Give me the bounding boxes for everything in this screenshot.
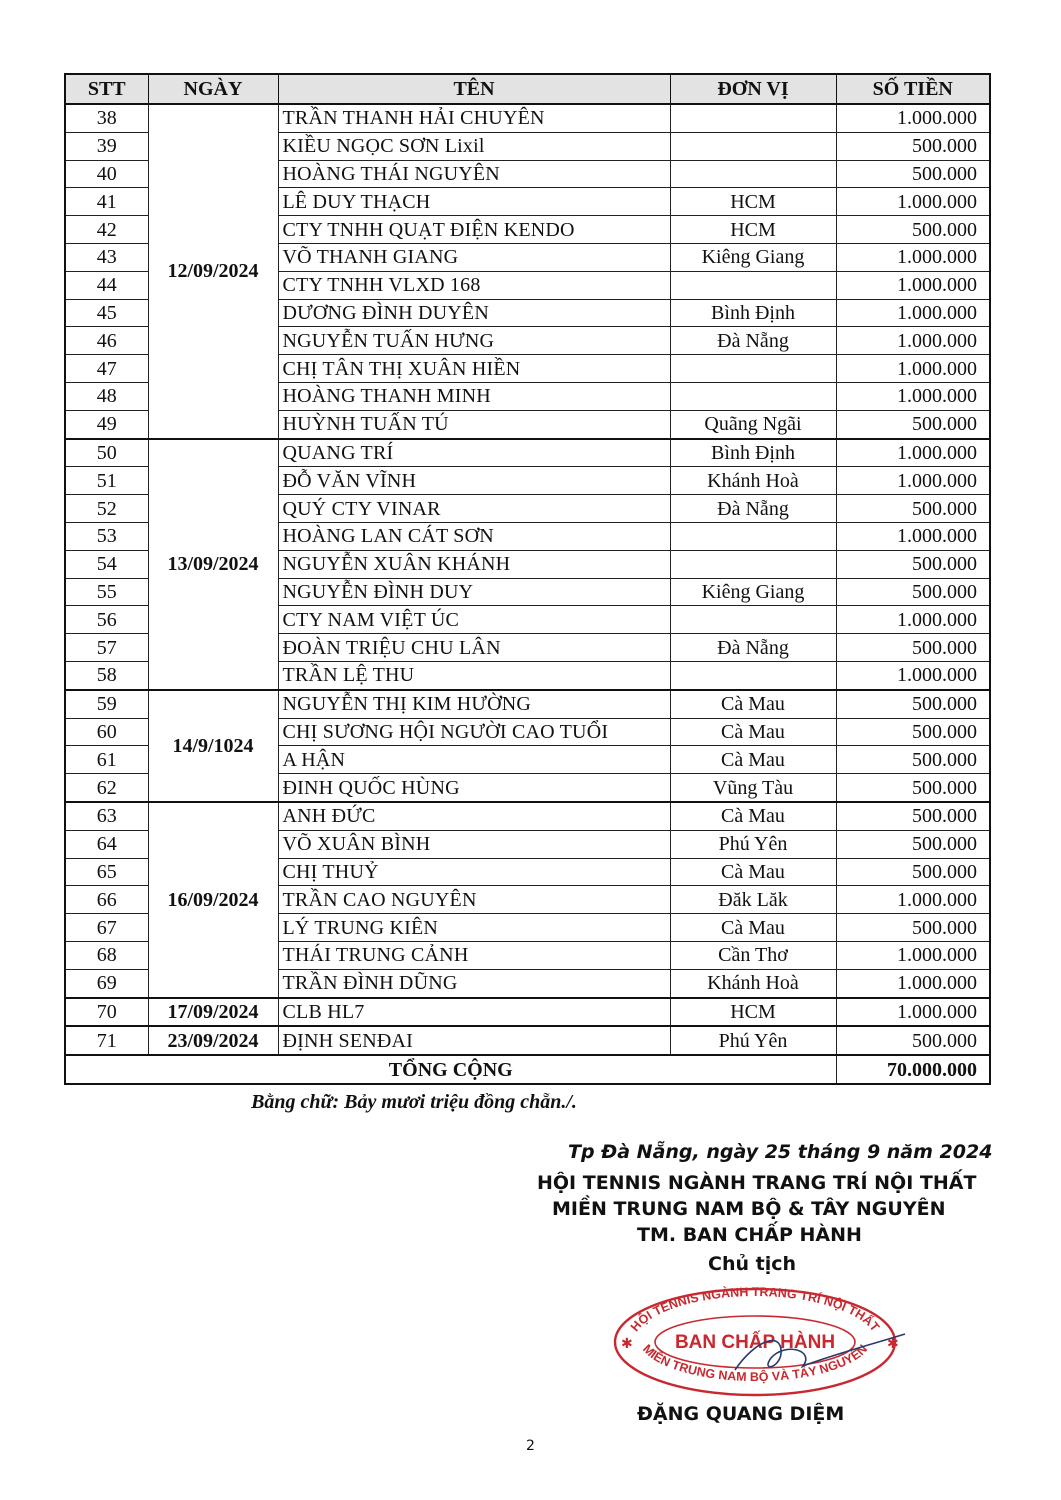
cell-name: CHỊ TÂN THỊ XUÂN HIỀN: [278, 355, 670, 383]
cell-name: ĐỖ VĂN VĨNH: [278, 467, 670, 495]
cell-unit: Bình Định: [670, 299, 836, 327]
cell-amount: 1.000.000: [836, 439, 990, 467]
cell-name: CHỊ SƯƠNG HỘI NGƯỜI CAO TUỔI: [278, 718, 670, 746]
cell-stt: 62: [65, 774, 148, 802]
cell-date: 13/09/2024: [148, 439, 278, 690]
cell-unit: Vũng Tàu: [670, 774, 836, 802]
header-amount: SỐ TIỀN: [836, 74, 990, 104]
cell-amount: 500.000: [836, 718, 990, 746]
cell-amount: 1.000.000: [836, 243, 990, 271]
cell-date: 23/09/2024: [148, 1026, 278, 1055]
cell-unit: Bình Định: [670, 439, 836, 467]
cell-unit: [670, 606, 836, 634]
cell-name: ĐINH QUỐC HÙNG: [278, 774, 670, 802]
board-title: TM. BAN CHẤP HÀNH: [637, 1224, 862, 1246]
cell-stt: 71: [65, 1026, 148, 1055]
cell-stt: 54: [65, 550, 148, 578]
cell-amount: 500.000: [836, 410, 990, 438]
cell-unit: Cần Thơ: [670, 941, 836, 969]
cell-unit: HCM: [670, 998, 836, 1027]
cell-name: ĐỊNH SENĐAI: [278, 1026, 670, 1055]
cell-stt: 44: [65, 271, 148, 299]
cell-unit: [670, 522, 836, 550]
cell-amount: 1.000.000: [836, 188, 990, 216]
cell-name: VÕ XUÂN BÌNH: [278, 830, 670, 858]
cell-name: ĐOÀN TRIỆU CHU LÂN: [278, 634, 670, 662]
table-row: [65, 439, 990, 467]
cell-unit: Phú Yên: [670, 830, 836, 858]
cell-unit: Kiêng Giang: [670, 243, 836, 271]
cell-name: HUỲNH TUẤN TÚ: [278, 410, 670, 438]
cell-amount: 500.000: [836, 160, 990, 188]
cell-stt: 43: [65, 243, 148, 271]
cell-name: HOÀNG LAN CÁT SƠN: [278, 522, 670, 550]
cell-stt: 60: [65, 718, 148, 746]
signer-role: Chủ tịch: [708, 1253, 796, 1275]
cell-unit: Đà Nẵng: [670, 634, 836, 662]
stamp-top-text: HỘI TENNIS NGÀNH TRANG TRÍ NỘI THẤT: [627, 1284, 883, 1335]
cell-unit: Cà Mau: [670, 746, 836, 774]
cell-date: 16/09/2024: [148, 802, 278, 998]
signer-name: ĐẶNG QUANG DIỆM: [637, 1403, 845, 1425]
table-row: [65, 1026, 990, 1055]
stamp-star-right: ✱: [887, 1337, 899, 1352]
cell-unit: Kiêng Giang: [670, 578, 836, 606]
organization-line-1: HỘI TENNIS NGÀNH TRANG TRÍ NỘI THẤT: [537, 1172, 977, 1194]
cell-name: LÊ DUY THẠCH: [278, 188, 670, 216]
cell-amount: 500.000: [836, 216, 990, 244]
cell-unit: Cà Mau: [670, 914, 836, 942]
header-unit: ĐƠN VỊ: [670, 74, 836, 104]
cell-unit: Khánh Hoà: [670, 467, 836, 495]
cell-unit: Cà Mau: [670, 718, 836, 746]
cell-stt: 67: [65, 914, 148, 942]
cell-stt: 66: [65, 886, 148, 914]
cell-amount: 500.000: [836, 578, 990, 606]
cell-stt: 64: [65, 830, 148, 858]
cell-amount: 1.000.000: [836, 606, 990, 634]
table-row: [65, 104, 990, 132]
cell-amount: 500.000: [836, 1026, 990, 1055]
cell-name: CHỊ THUỶ: [278, 858, 670, 886]
cell-unit: [670, 132, 836, 160]
cell-amount: 1.000.000: [836, 998, 990, 1027]
cell-stt: 52: [65, 495, 148, 523]
cell-date: 12/09/2024: [148, 104, 278, 439]
cell-name: ANH ĐỨC: [278, 802, 670, 830]
cell-amount: 1.000.000: [836, 467, 990, 495]
cell-stt: 63: [65, 802, 148, 830]
cell-amount: 500.000: [836, 132, 990, 160]
cell-unit: [670, 382, 836, 410]
cell-stt: 42: [65, 216, 148, 244]
total-row: [65, 1055, 990, 1084]
cell-amount: 1.000.000: [836, 299, 990, 327]
cell-unit: Đăk Lăk: [670, 886, 836, 914]
cell-amount: 1.000.000: [836, 382, 990, 410]
cell-amount: 500.000: [836, 690, 990, 718]
cell-name: A HẬN: [278, 746, 670, 774]
header-stt: STT: [65, 74, 148, 104]
cell-unit: [670, 104, 836, 132]
cell-name: NGUYỄN THỊ KIM HƯỜNG: [278, 690, 670, 718]
cell-stt: 57: [65, 634, 148, 662]
cell-amount: 1.000.000: [836, 104, 990, 132]
cell-stt: 61: [65, 746, 148, 774]
cell-name: KIỀU NGỌC SƠN Lixil: [278, 132, 670, 160]
cell-name: DƯƠNG ĐÌNH DUYÊN: [278, 299, 670, 327]
cell-amount: 1.000.000: [836, 661, 990, 689]
cell-name: TRẦN LỆ THU: [278, 661, 670, 689]
cell-name: QUÝ CTY VINAR: [278, 495, 670, 523]
cell-unit: Đà Nẵng: [670, 327, 836, 355]
cell-stt: 56: [65, 606, 148, 634]
cell-stt: 45: [65, 299, 148, 327]
cell-unit: Khánh Hoà: [670, 969, 836, 997]
cell-stt: 58: [65, 661, 148, 689]
cell-name: CTY TNHH VLXD 168: [278, 271, 670, 299]
donation-table: [64, 73, 991, 1085]
cell-name: THÁI TRUNG CẢNH: [278, 941, 670, 969]
cell-name: VÕ THANH GIANG: [278, 243, 670, 271]
cell-name: TRẦN ĐÌNH DŨNG: [278, 969, 670, 997]
table-row: [65, 802, 990, 830]
cell-name: LÝ TRUNG KIÊN: [278, 914, 670, 942]
cell-name: NGUYỄN TUẤN HƯNG: [278, 327, 670, 355]
table-row: [65, 690, 990, 718]
header-date: NGÀY: [148, 74, 278, 104]
total-label: TỔNG CỘNG: [65, 1055, 836, 1084]
stamp-star-left: ✱: [621, 1337, 633, 1352]
cell-date: 17/09/2024: [148, 998, 278, 1027]
cell-unit: Đà Nẵng: [670, 495, 836, 523]
cell-amount: 1.000.000: [836, 969, 990, 997]
organization-line-2: MIỀN TRUNG NAM BỘ & TÂY NGUYÊN: [552, 1198, 946, 1220]
cell-name: CTY NAM VIỆT ÚC: [278, 606, 670, 634]
cell-unit: [670, 355, 836, 383]
cell-amount: 500.000: [836, 802, 990, 830]
cell-stt: 40: [65, 160, 148, 188]
table-body: [65, 104, 990, 1084]
cell-amount: 500.000: [836, 634, 990, 662]
cell-stt: 65: [65, 858, 148, 886]
cell-stt: 70: [65, 998, 148, 1027]
cell-unit: Cà Mau: [670, 802, 836, 830]
total-amount: 70.000.000: [836, 1055, 990, 1084]
cell-name: HOÀNG THÁI NGUYÊN: [278, 160, 670, 188]
cell-stt: 69: [65, 969, 148, 997]
cell-amount: 1.000.000: [836, 327, 990, 355]
cell-name: QUANG TRÍ: [278, 439, 670, 467]
cell-unit: [670, 271, 836, 299]
table-row: [65, 998, 990, 1027]
cell-unit: [670, 160, 836, 188]
place-date: Tp Đà Nẵng, ngày 25 tháng 9 năm 2024: [568, 1141, 993, 1163]
cell-unit: HCM: [670, 216, 836, 244]
cell-name: HOÀNG THANH MINH: [278, 382, 670, 410]
cell-amount: 500.000: [836, 746, 990, 774]
official-stamp: [605, 1284, 915, 1400]
stamp-bottom-text: MIỀN TRUNG NAM BỘ VÀ TÂY NGUYÊN: [639, 1341, 870, 1385]
cell-amount: 500.000: [836, 914, 990, 942]
cell-stt: 49: [65, 410, 148, 438]
cell-amount: 1.000.000: [836, 271, 990, 299]
header-name: TÊN: [278, 74, 670, 104]
cell-unit: Quãng Ngãi: [670, 410, 836, 438]
cell-unit: [670, 550, 836, 578]
cell-unit: Cà Mau: [670, 690, 836, 718]
cell-name: CTY TNHH QUẠT ĐIỆN KENDO: [278, 216, 670, 244]
cell-name: NGUYỄN ĐÌNH DUY: [278, 578, 670, 606]
cell-amount: 1.000.000: [836, 886, 990, 914]
cell-amount: 1.000.000: [836, 522, 990, 550]
cell-stt: 53: [65, 522, 148, 550]
cell-amount: 500.000: [836, 495, 990, 523]
cell-stt: 59: [65, 690, 148, 718]
cell-unit: HCM: [670, 188, 836, 216]
cell-stt: 68: [65, 941, 148, 969]
cell-name: NGUYỄN XUÂN KHÁNH: [278, 550, 670, 578]
cell-unit: Phú Yên: [670, 1026, 836, 1055]
cell-stt: 55: [65, 578, 148, 606]
cell-name: CLB HL7: [278, 998, 670, 1027]
cell-stt: 38: [65, 104, 148, 132]
cell-stt: 48: [65, 382, 148, 410]
cell-stt: 46: [65, 327, 148, 355]
cell-stt: 47: [65, 355, 148, 383]
cell-amount: 500.000: [836, 830, 990, 858]
cell-date: 14/9/1024: [148, 690, 278, 802]
cell-name: TRẦN THANH HẢI CHUYÊN: [278, 104, 670, 132]
table-header-row: [65, 74, 990, 104]
cell-stt: 51: [65, 467, 148, 495]
stamp-center-text: BAN CHẤP HÀNH: [674, 1332, 836, 1353]
cell-stt: 41: [65, 188, 148, 216]
page-number: 2: [526, 1438, 535, 1454]
cell-stt: 39: [65, 132, 148, 160]
cell-unit: [670, 661, 836, 689]
cell-amount: 500.000: [836, 774, 990, 802]
cell-amount: 1.000.000: [836, 941, 990, 969]
cell-amount: 500.000: [836, 550, 990, 578]
cell-name: TRẦN CAO NGUYÊN: [278, 886, 670, 914]
cell-amount: 500.000: [836, 858, 990, 886]
cell-unit: Cà Mau: [670, 858, 836, 886]
cell-stt: 50: [65, 439, 148, 467]
cell-amount: 1.000.000: [836, 355, 990, 383]
amount-in-words: Bằng chữ: Bảy mươi triệu đồng chẵn./.: [251, 1091, 577, 1113]
